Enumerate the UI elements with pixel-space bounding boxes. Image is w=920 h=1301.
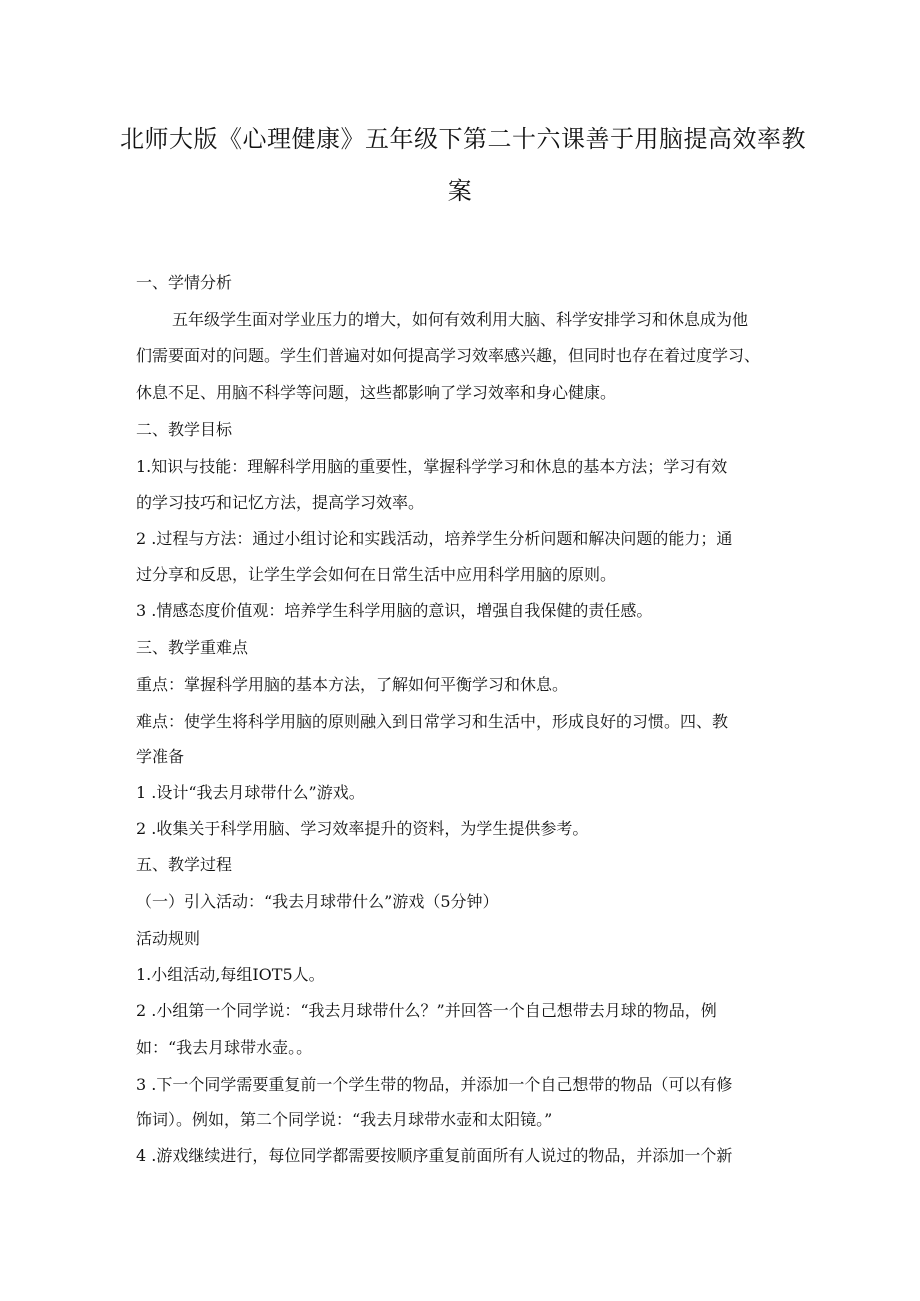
paragraph-line: 们需要面对的问题。学生们普遍对如何提高学习效率感兴趣，但同时也存在着过度学习、	[136, 346, 761, 365]
paragraph-line: 2 .过程与方法：通过小组讨论和实践活动，培养学生分析问题和解决问题的能力；通	[136, 529, 733, 548]
section-heading-1: 一、学情分析	[136, 273, 233, 292]
paragraph-line: 2 .小组第一个同学说：“我去月球带什么？”并回答一个自己想带去月球的物品，例	[136, 1001, 717, 1020]
paragraph-line: 的学习技巧和记忆方法，提高学习效率。	[136, 493, 425, 512]
document-title-line-1: 北师大版《心理健康》五年级下第二十六课善于用脑提高效率教	[120, 125, 806, 153]
paragraph-line: 3 .情感态度价值观：培养学生科学用脑的意识，增强自我保健的责任感。	[136, 601, 653, 620]
paragraph-line: 重点：掌握科学用脑的基本方法，了解如何平衡学习和休息。	[136, 675, 569, 694]
paragraph-line: 难点：使学生将科学用脑的原则融入到日常学习和生活中，形成良好的习惯。四、教	[136, 712, 729, 731]
paragraph-line: 3 .下一个同学需要重复前一个学生带的物品，并添加一个自己想带的物品（可以有修	[136, 1075, 733, 1094]
paragraph-line: 1.知识与技能：理解科学用脑的重要性，掌握科学学习和休息的基本方法；学习有效	[136, 457, 728, 476]
paragraph-line: 五年级学生面对学业压力的增大，如何有效利用大脑、科学安排学习和休息成为他	[172, 310, 749, 329]
paragraph-line: 4 .游戏继续进行，每位同学都需要按顺序重复前面所有人说过的物品，并添加一个新	[136, 1146, 733, 1165]
paragraph-line: 1 .设计“我去月球带什么”游戏。	[136, 783, 365, 802]
paragraph-line: 1.小组活动,每组IOT5人。	[136, 965, 325, 984]
document-title-line-2: 案	[447, 177, 473, 205]
subsection-heading: （一）引入活动：“我去月球带什么”游戏（5分钟）	[136, 892, 499, 911]
paragraph-line: 活动规则	[136, 929, 201, 948]
section-heading-5: 五、教学过程	[136, 855, 233, 874]
paragraph-line: 学准备	[136, 747, 185, 766]
paragraph-line: 过分享和反思，让学生学会如何在日常生活中应用科学用脑的原则。	[136, 565, 617, 584]
paragraph-line: 如：“我去月球带水壶。。	[136, 1038, 313, 1057]
paragraph-line: 2 .收集关于科学用脑、学习效率提升的资料，为学生提供参考。	[136, 819, 589, 838]
paragraph-line: 饰词）。例如，第二个同学说：“我去月球带水壶和太阳镜。”	[136, 1110, 553, 1129]
paragraph-line: 休息不足、用脑不科学等问题，这些都影响了学习效率和身心健康。	[136, 383, 617, 402]
section-heading-2: 二、教学目标	[136, 420, 233, 439]
section-heading-3: 三、教学重难点	[136, 638, 249, 657]
